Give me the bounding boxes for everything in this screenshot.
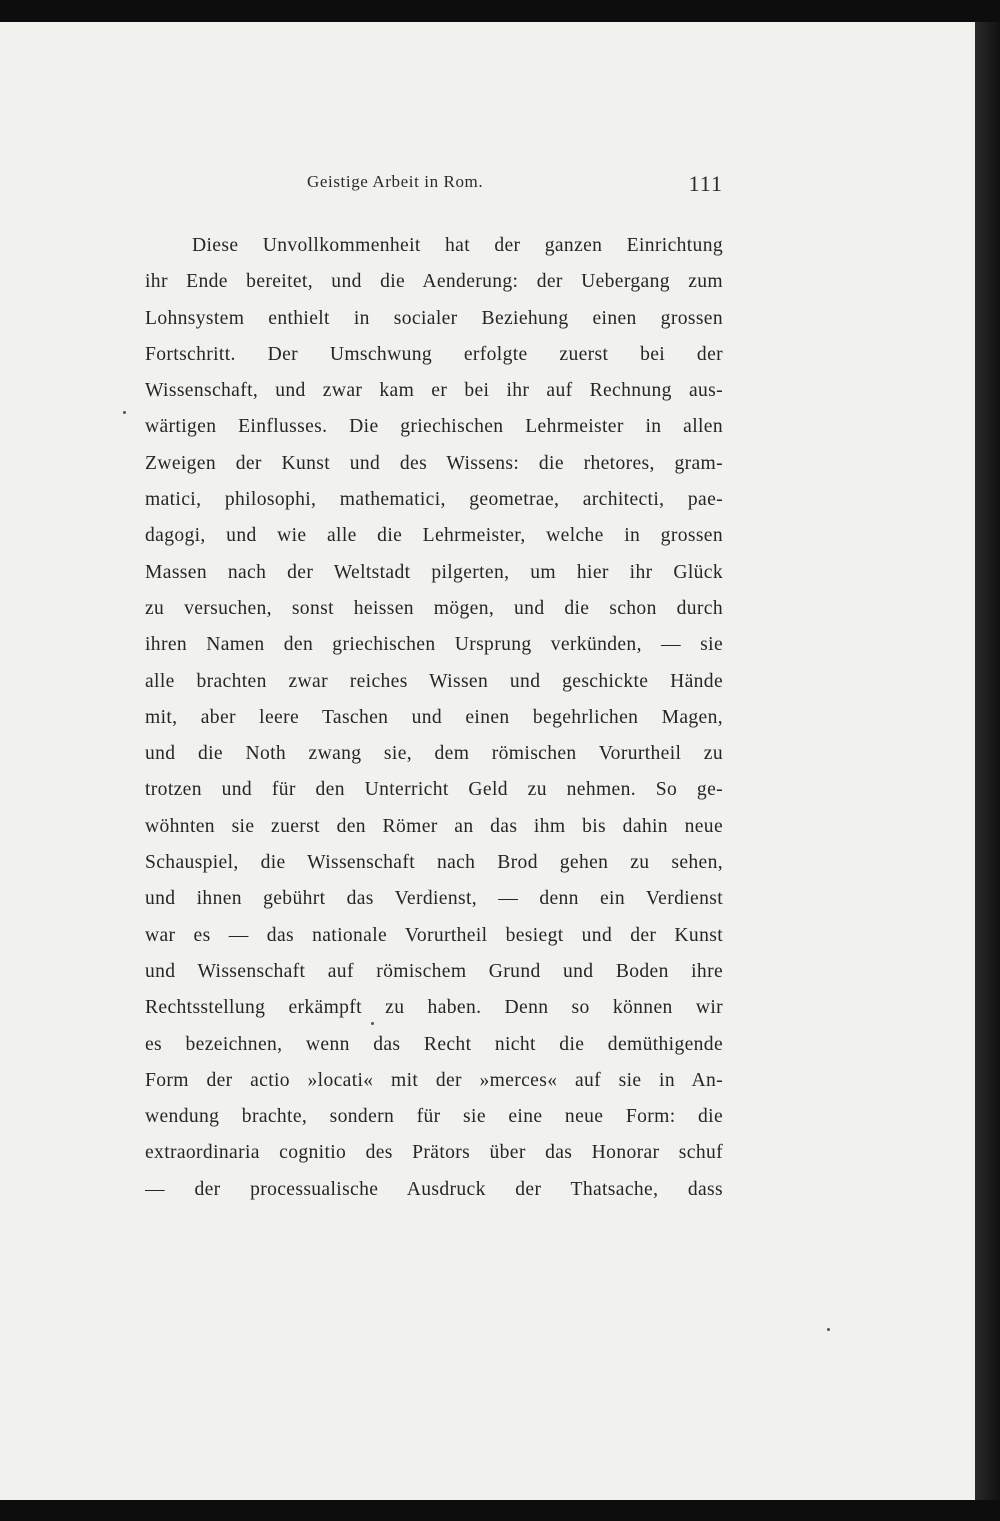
scan-speck: [123, 411, 126, 414]
text-line: ihr Ende bereitet, und die Aenderung: der Uebergang zum: [145, 271, 723, 293]
text-line: Massen nach der Weltstadt pilgerten, um hier ihr Glück: [145, 561, 723, 583]
text-line: zu versuchen, sonst heissen mögen, und die schon durch: [145, 597, 723, 619]
scan-speck: [371, 1022, 374, 1025]
text-line: extraordinaria cognitio des Prätors über das Honorar schuf: [145, 1142, 723, 1164]
text-line: Form der actio »locati« mit der »merces« auf sie in An-: [145, 1069, 723, 1091]
text-line: wöhnten sie zuerst den Römer an das ihm bis dahin neue: [145, 815, 723, 837]
text-line: Schauspiel, die Wissenschaft nach Brod gehen zu sehen,: [145, 852, 723, 874]
page-number: 111: [688, 171, 723, 196]
text-line: — der processualische Ausdruck der Thatsache, dass: [145, 1178, 723, 1200]
text-line: es bezeichnen, wenn das Recht nicht die demüthigende: [145, 1033, 723, 1055]
text-line: und Wissenschaft auf römischem Grund und Boden ihre: [145, 960, 723, 982]
text-line: Fortschritt. Der Umschwung erfolgte zuerst bei der: [145, 343, 723, 365]
text-line: war es — das nationale Vorurtheil besiegt und der Kunst: [145, 924, 723, 946]
text-line: Lohnsystem enthielt in socialer Beziehung einen grossen: [145, 307, 723, 329]
text-line: mit, aber leere Taschen und einen begehrlichen Magen,: [145, 706, 723, 728]
text-line: alle brachten zwar reiches Wissen und geschickte Hände: [145, 670, 723, 692]
running-title: Geistige Arbeit in Rom.: [307, 172, 484, 191]
text-line: dagogi, und wie alle die Lehrmeister, welche in grossen: [145, 525, 723, 547]
text-line: wendung brachte, sondern für sie eine neue Form: die: [145, 1106, 723, 1128]
running-head: [145, 162, 723, 202]
text-line: und die Noth zwang sie, dem römischen Vorurtheil zu: [145, 743, 723, 765]
text-line: trotzen und für den Unterricht Geld zu nehmen. So ge-: [145, 779, 723, 801]
text-line: Zweigen der Kunst und des Wissens: die rhetores, gram-: [145, 452, 723, 474]
text-line: Diese Unvollkommenheit hat der ganzen Einrichtung: [192, 235, 723, 256]
scan-speck: [827, 1328, 830, 1331]
body-text: [145, 228, 723, 1208]
text-line: Rechtsstellung erkämpft zu haben. Denn so können wir: [145, 997, 723, 1019]
text-line: Wissenschaft, und zwar kam er bei ihr auf Rechnung aus-: [145, 380, 723, 402]
text-line: wärtigen Einflusses. Die griechischen Lehrmeister in allen: [145, 416, 723, 438]
text-line: matici, philosophi, mathematici, geometrae, architecti, pae-: [145, 489, 723, 511]
text-line: ihren Namen den griechischen Ursprung verkünden, — sie: [145, 634, 723, 656]
page-edge-shadow: [975, 22, 1000, 1500]
text-line: und ihnen gebührt das Verdienst, — denn ein Verdienst: [145, 888, 723, 910]
